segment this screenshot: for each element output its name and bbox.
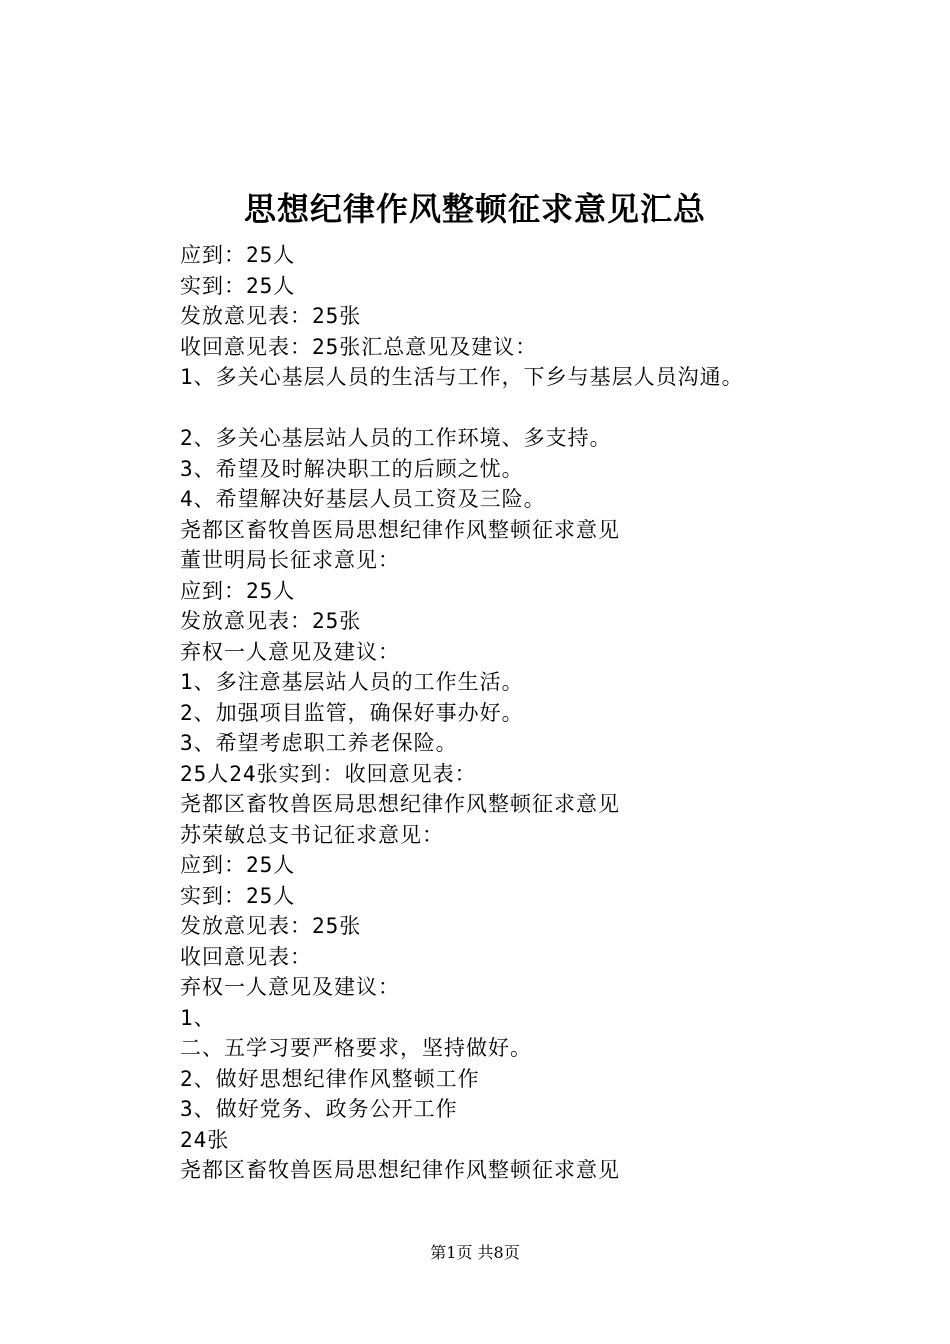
body-line: 1、多注意基层站人员的工作生活。 <box>180 670 524 694</box>
body-line: 收回意见表：25张汇总意见及建议： <box>180 334 538 359</box>
body-line: 应到：25人 <box>180 243 296 267</box>
body-line: 发放意见表：25张 <box>180 304 362 328</box>
body-line: 尧都区畜牧兽医局思想纪律作风整顿征求意见 <box>180 792 620 816</box>
body-line: 2、加强项目监管，确保好事办好。 <box>180 700 524 725</box>
body-line: 发放意见表：25张 <box>180 609 362 633</box>
body-line: 3、希望考虑职工养老保险。 <box>180 731 458 755</box>
blank-line <box>180 393 920 424</box>
body-line: 2、多关心基层站人员的工作环境、多支持。 <box>180 426 612 450</box>
body-line: 二、五学习要严格要求，坚持做好。 <box>180 1036 532 1060</box>
body-line: 应到：25人 <box>180 853 296 877</box>
body-line: 25人24张实到：收回意见表： <box>180 761 477 786</box>
body-line: 苏荣敏总支书记征求意见： <box>180 822 444 847</box>
body-line: 尧都区畜牧兽医局思想纪律作风整顿征求意见 <box>180 1158 620 1182</box>
body-line: 董世明局长征求意见： <box>180 548 400 572</box>
body-line: 24张 <box>180 1127 230 1152</box>
body-line: 4、希望解决好基层人员工资及三险。 <box>180 487 546 511</box>
page-footer: 第1页 共8页 <box>430 1243 520 1262</box>
body-line: 3、希望及时解决职工的后顾之忧。 <box>180 456 524 481</box>
body-line: 3、做好党务、政务公开工作 <box>180 1097 458 1121</box>
body-line: 收回意见表： <box>180 944 312 969</box>
body-line: 1、多关心基层人员的生活与工作，下乡与基层人员沟通。 <box>180 365 744 389</box>
body-line: 发放意见表：25张 <box>180 914 362 938</box>
body-line: 尧都区畜牧兽医局思想纪律作风整顿征求意见 <box>180 517 620 542</box>
document-title: 思想纪律作风整顿征求意见汇总 <box>243 190 706 228</box>
body-line: 弃权一人意见及建议： <box>180 639 400 664</box>
body-line: 2、做好思想纪律作风整顿工作 <box>180 1066 480 1091</box>
body-line: 应到：25人 <box>180 578 296 603</box>
body-line: 实到：25人 <box>180 883 296 908</box>
body-line: 实到：25人 <box>180 273 296 298</box>
body-line: 1、 <box>180 1005 216 1030</box>
document-body <box>180 240 920 1186</box>
body-line: 弃权一人意见及建议： <box>180 975 400 999</box>
